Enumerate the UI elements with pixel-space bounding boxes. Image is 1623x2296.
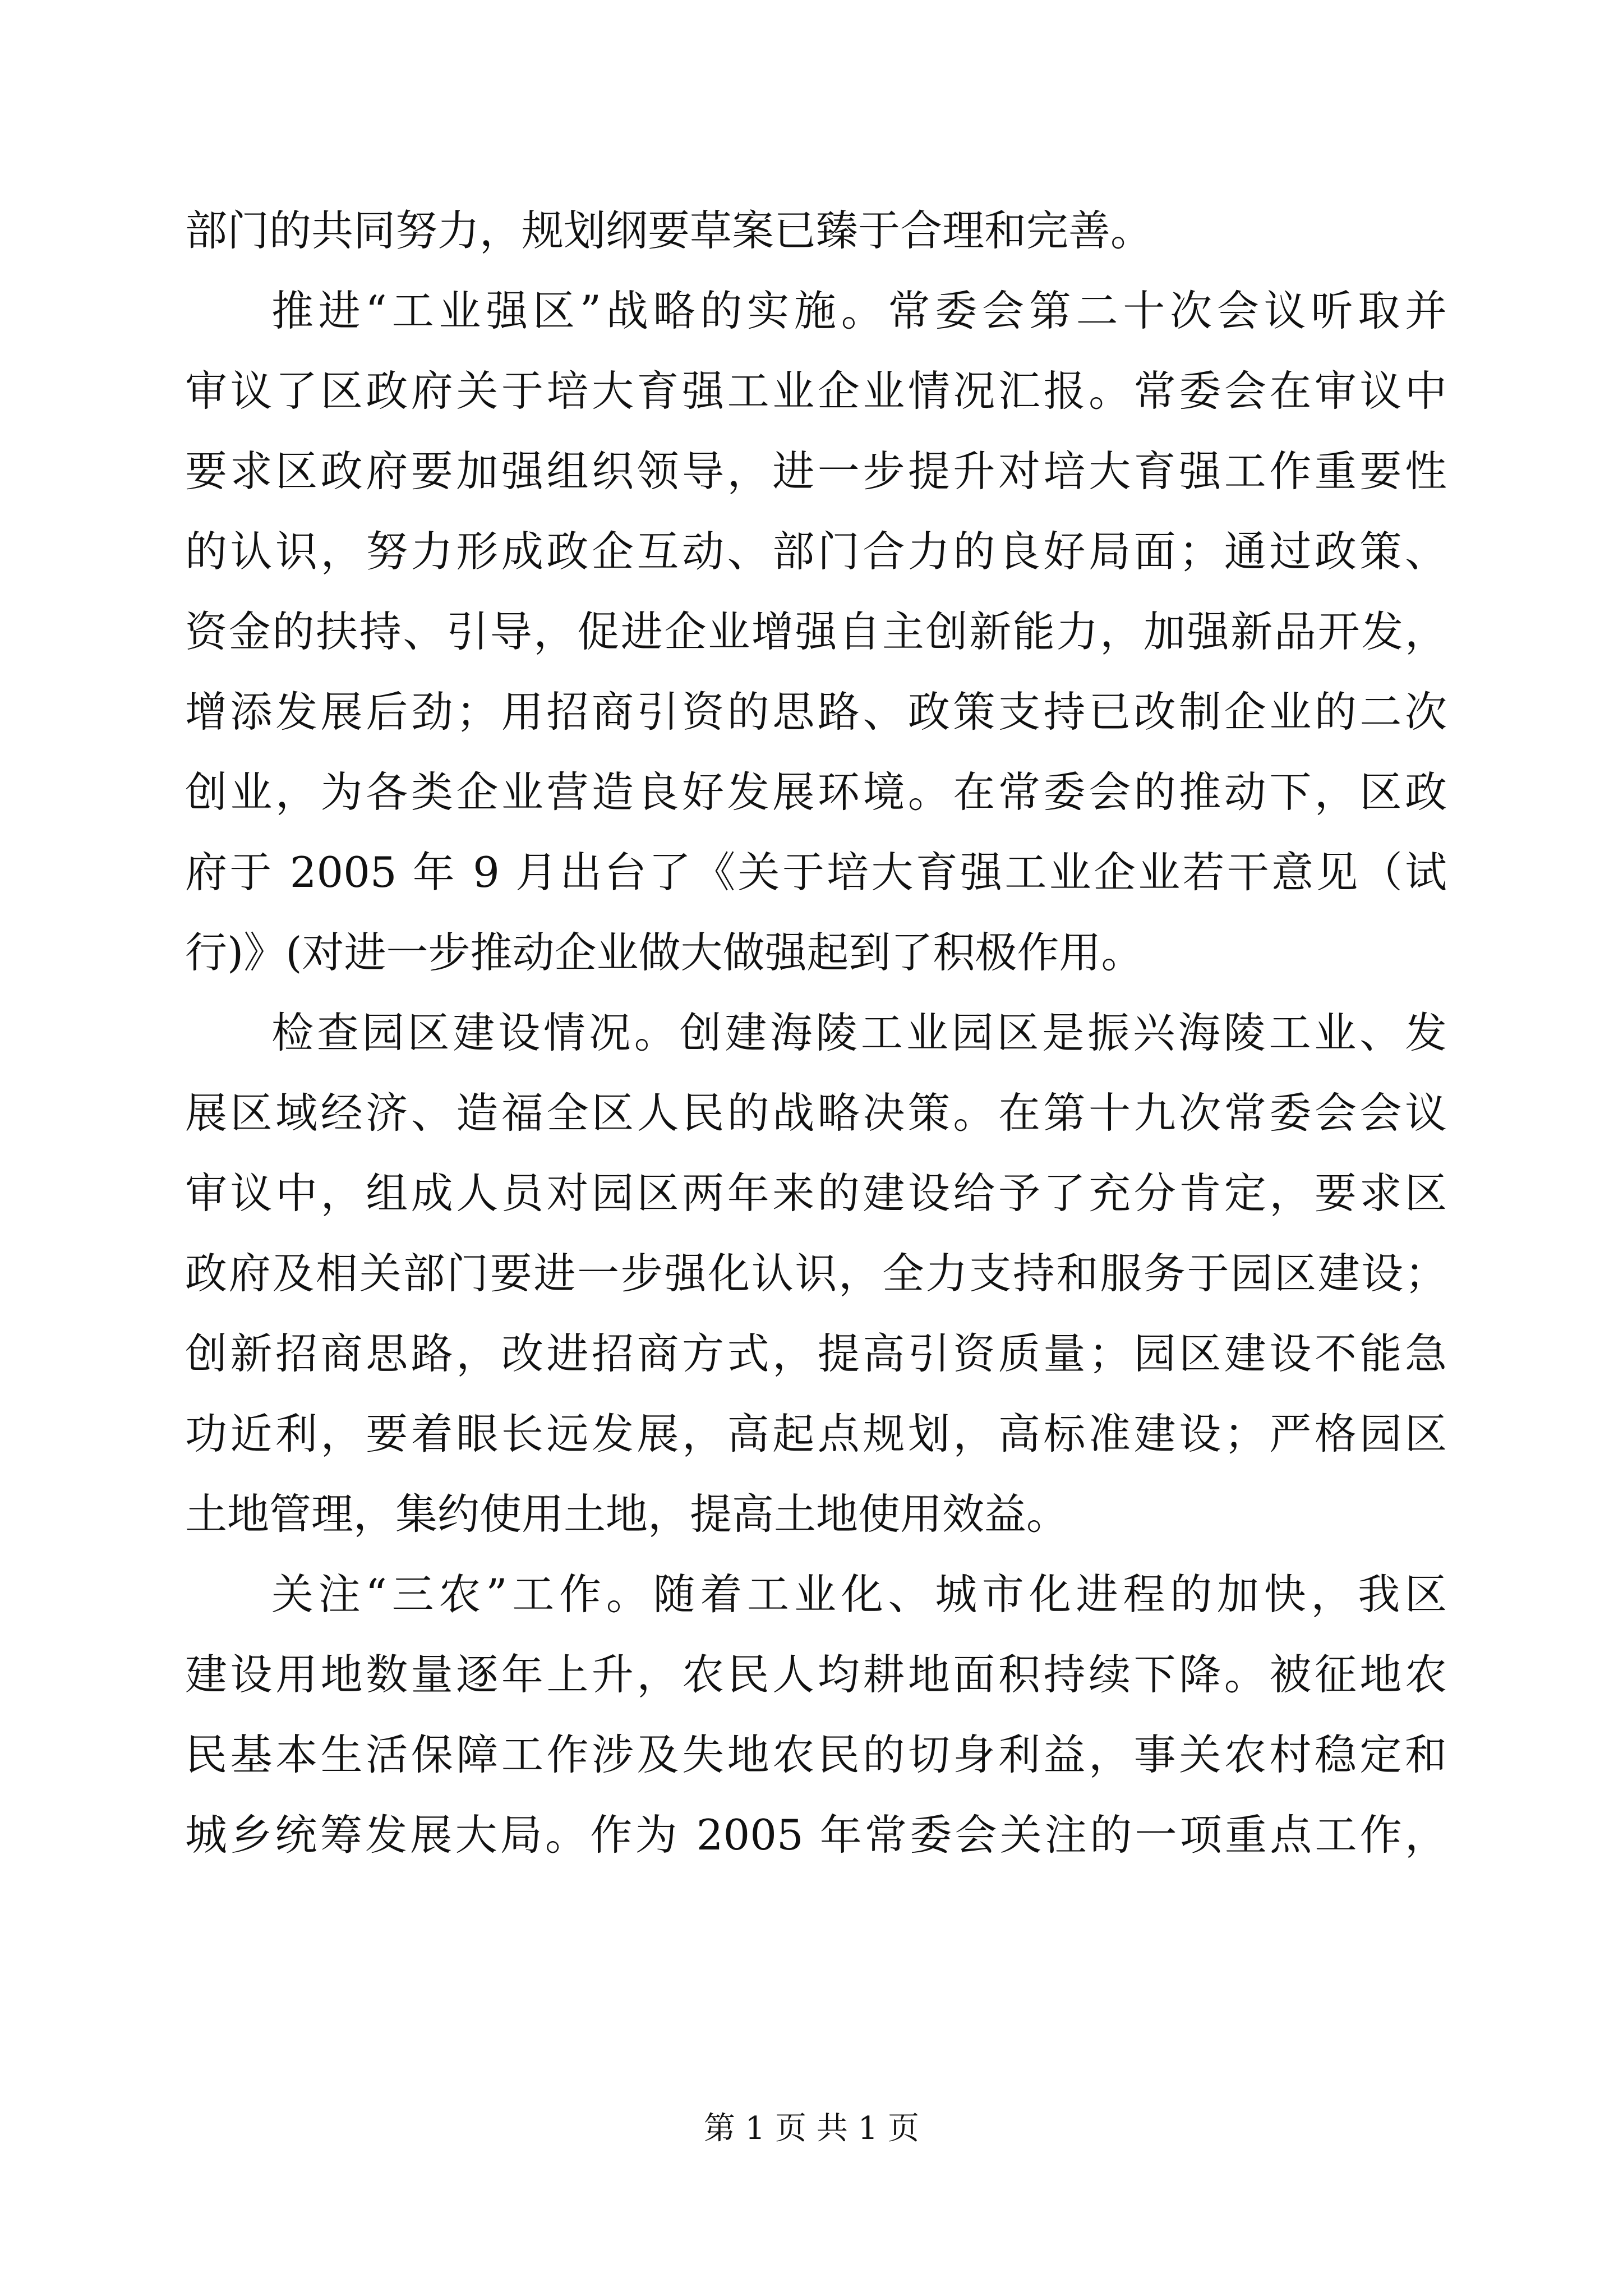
text-line: 推进“工业强区”战略的实施。常委会第二十次会议听取并 [271, 286, 1447, 335]
text-line: 功近利，要着眼长远发展，高起点规划，高标准建设；严格园区 [185, 1409, 1447, 1458]
text-line: 部门的共同努力，规划纲要草案已臻于合理和完善。 [185, 206, 1153, 255]
text-line: 展区域经济、造福全区人民的战略决策。在第十九次常委会会议 [185, 1088, 1447, 1138]
text-line: 资金的扶持、引导，促进企业增强自主创新能力，加强新品开发， [185, 607, 1447, 656]
text-line: 城乡统筹发展大局。作为 2005 年常委会关注的一项重点工作， [185, 1810, 1447, 1860]
text-line: 要求区政府要加强组织领导，进一步提升对培大育强工作重要性 [185, 447, 1447, 496]
text-line: 的认识，努力形成政企互动、部门合力的良好局面；通过政策、 [185, 527, 1447, 576]
document-body [185, 191, 1447, 1875]
text-line: 审议了区政府关于培大育强工业企业情况汇报。常委会在审议中 [185, 366, 1447, 416]
page-number-label: 第 1 页 共 1 页 [703, 2110, 920, 2147]
text-line: 行)》(对进一步推动企业做大做强起到了积极作用。 [185, 928, 1144, 977]
text-line: 政府及相关部门要进一步强化认识，全力支持和服务于园区建设； [185, 1249, 1447, 1298]
text-line: 创业，为各类企业营造良好发展环境。在常委会的推动下，区政 [185, 767, 1447, 817]
text-line: 关注“三农”工作。随着工业化、城市化进程的加快，我区 [271, 1570, 1447, 1619]
text-line: 增添发展后劲；用招商引资的思路、政策支持已改制企业的二次 [185, 687, 1447, 737]
text-line: 检查园区建设情况。创建海陵工业园区是振兴海陵工业、发 [271, 1008, 1447, 1057]
page-footer [0, 2109, 1623, 2148]
text-line: 建设用地数量逐年上升，农民人均耕地面积持续下降。被征地农 [185, 1650, 1447, 1699]
text-line: 府于 2005 年 9 月出台了《关于培大育强工业企业若干意见（试 [185, 848, 1447, 897]
text-line: 民基本生活保障工作涉及失地农民的切身利益，事关农村稳定和 [185, 1730, 1447, 1779]
text-line: 审议中，组成人员对园区两年来的建设给予了充分肯定，要求区 [185, 1168, 1447, 1218]
text-line: 创新招商思路，改进招商方式，提高引资质量；园区建设不能急 [185, 1329, 1447, 1378]
text-line: 土地管理，集约使用土地，提高土地使用效益。 [185, 1489, 1069, 1539]
